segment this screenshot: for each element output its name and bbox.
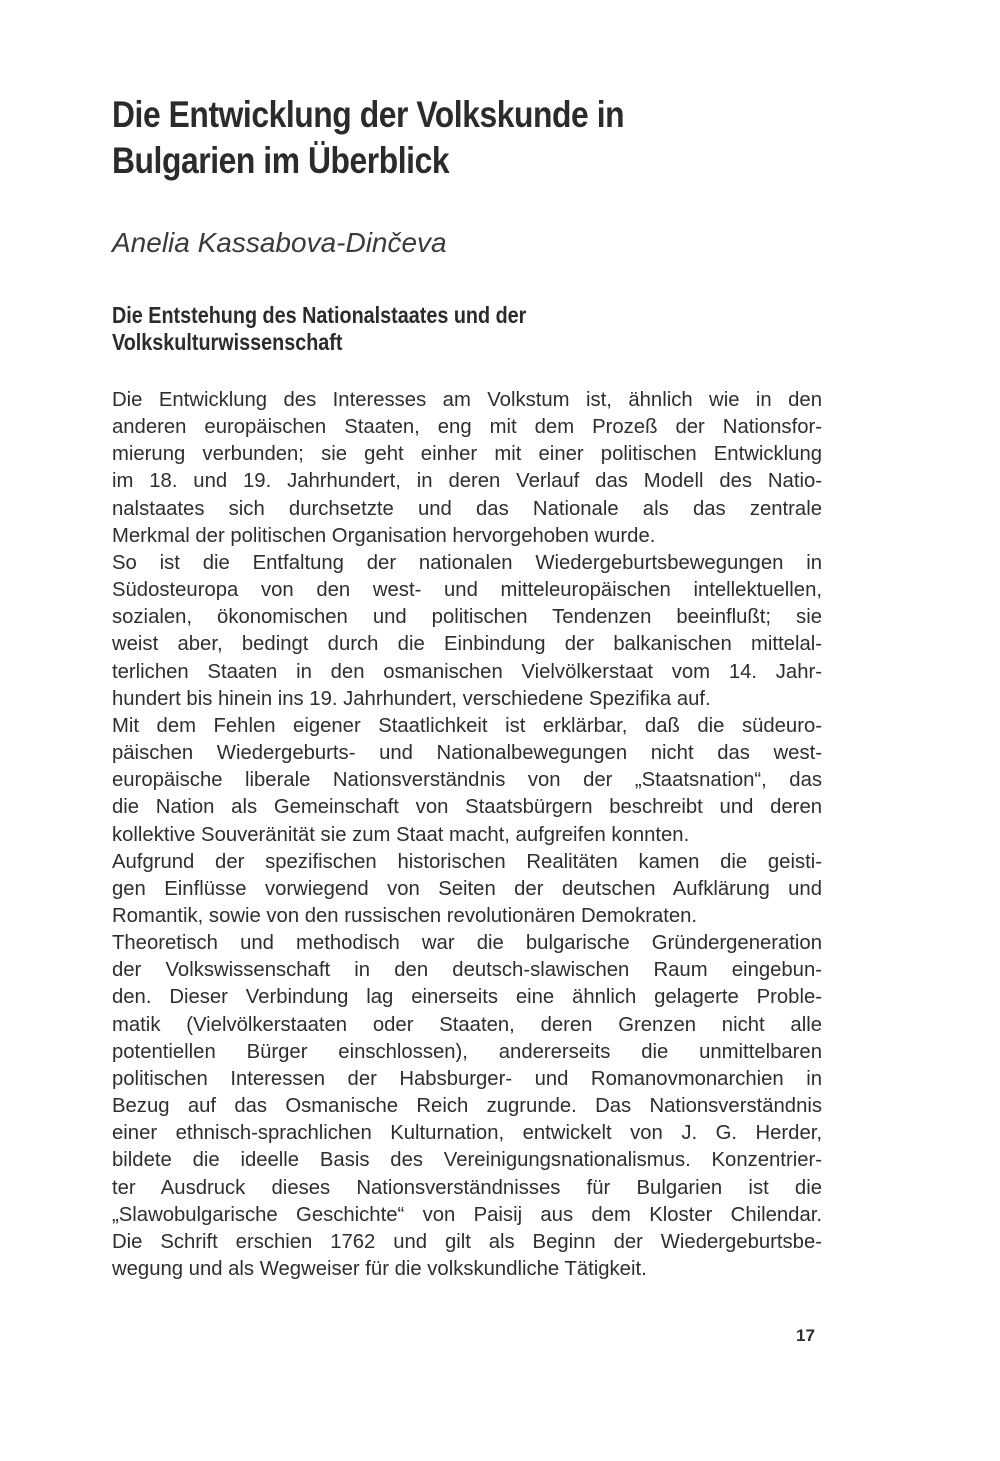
body-line: Aufgrund der spezifischen historischen Realitäten kamen die geisti- — [112, 850, 822, 873]
body-line: politischen Interessen der Habsburger- und Romanovmonarchien in — [112, 1067, 822, 1090]
body-line: anderen europäischen Staaten, eng mit dem Prozeß der Nationsfor- — [112, 416, 822, 439]
body-line: der Volkswissenschaft in den deutsch-slawischen Raum eingebun- — [112, 959, 822, 982]
body-line: mierung verbunden; sie geht einher mit einer politischen Entwicklung — [112, 443, 822, 466]
body-line: terlichen Staaten in den osmanischen Vielvölkerstaat vom 14. Jahr- — [112, 660, 822, 683]
body-line: sozialen, ökonomischen und politischen Tendenzen beeinflußt; sie — [112, 606, 822, 629]
body-line: Merkmal der politischen Organisation hervorgehoben wurde. — [112, 524, 656, 547]
body-line: potentiellen Bürger einschlossen), andererseits die unmittelbaren — [112, 1040, 822, 1063]
body-line: Die Entwicklung des Interesses am Volkstum ist, ähnlich wie in den — [112, 389, 822, 411]
body-line: den. Dieser Verbindung lag einerseits eine ähnlich gelagerte Proble- — [112, 986, 822, 1009]
section-heading-line: Die Entstehung des Nationalstaates und der — [112, 302, 527, 328]
body-line: einer ethnisch-sprachlichen Kulturnation, entwickelt von J. G. Herder, — [112, 1122, 822, 1145]
body-line: bildete die ideelle Basis des Vereinigungsnationalismus. Konzentrier- — [112, 1149, 822, 1172]
body-line: im 18. und 19. Jahrhundert, in deren Verlauf das Modell des Natio- — [112, 470, 822, 493]
body-line: Bezug auf das Osmanische Reich zugrunde. Das Nationsverständnis — [112, 1095, 822, 1118]
page-number: 17 — [796, 1326, 815, 1345]
body-line: Romantik, sowie von den russischen revolutionären Demokraten. — [112, 904, 698, 927]
body-line: weist aber, bedingt durch die Einbindung der balkanischen mittelal- — [112, 633, 822, 656]
body-line: Südosteuropa von den west- und mitteleuropäischen intellektuellen, — [112, 579, 822, 602]
body-line: Mit dem Fehlen eigener Staatlichkeit ist erklärbar, daß die südeuro- — [112, 714, 822, 737]
body-line: Die Schrift erschien 1762 und gilt als Beginn der Wiedergeburtsbe- — [112, 1230, 822, 1253]
title-line: Bulgarien im Überblick — [112, 140, 450, 181]
body-paragraph — [112, 387, 822, 1283]
body-line: die Nation als Gemeinschaft von Staatsbürgern beschreibt und deren — [112, 796, 822, 819]
section-heading-line: Volkskulturwissenschaft — [112, 329, 343, 355]
body-line: ter Ausdruck dieses Nationsverständnisses für Bulgarien ist die — [112, 1176, 822, 1199]
body-line: „Slawobulgarische Geschichte“ von Paisij aus dem Kloster Chilendar. — [112, 1203, 822, 1226]
body-line: hundert bis hinein ins 19. Jahrhundert, verschiedene Spezifika auf. — [112, 687, 711, 710]
author-name: Anelia Kassabova-Dinčeva — [112, 227, 447, 258]
body-line: kollektive Souveränität sie zum Staat macht, aufgreifen konnten. — [112, 823, 690, 846]
body-line: päischen Wiedergeburts- und Nationalbewegungen nicht das west- — [112, 742, 822, 765]
article-title — [112, 92, 817, 184]
body-line: nalstaates sich durchsetzte und das Nationale als das zentrale — [112, 497, 822, 520]
section-heading — [112, 302, 817, 356]
body-line: gen Einflüsse vorwiegend von Seiten der deutschen Aufklärung und — [112, 877, 822, 900]
body-line: wegung und als Wegweiser für die volkskundliche Tätigkeit. — [112, 1258, 647, 1280]
body-line: matik (Vielvölkerstaaten oder Staaten, deren Grenzen nicht alle — [112, 1013, 822, 1036]
body-line: europäische liberale Nationsverständnis von der „Staatsnation“, das — [112, 769, 822, 792]
body-line: Theoretisch und methodisch war die bulgarische Gründergeneration — [112, 932, 822, 955]
body-line: So ist die Entfaltung der nationalen Wiedergeburtsbewegungen in — [112, 551, 822, 574]
document-page — [112, 92, 822, 1283]
title-line: Die Entwicklung der Volkskunde in — [112, 94, 625, 135]
